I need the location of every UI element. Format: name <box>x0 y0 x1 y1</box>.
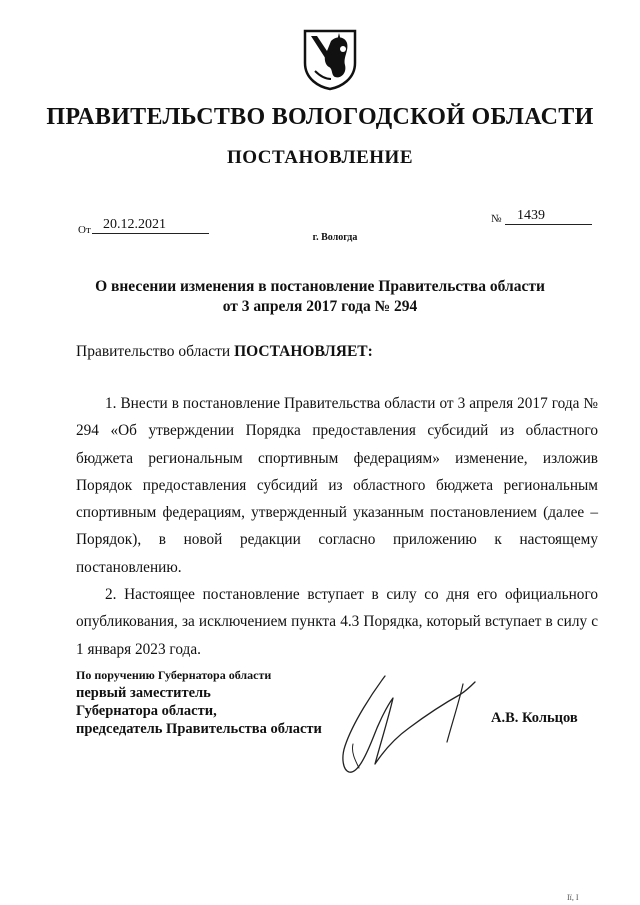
document-type: ПОСТАНОВЛЕНИЕ <box>226 147 414 168</box>
intro-text: Правительство области <box>76 343 231 360</box>
number-prefix: № <box>491 213 502 225</box>
organization-title: ПРАВИТЕЛЬСТВО ВОЛОГОДСКОЙ ОБЛАСТИ <box>46 104 594 130</box>
signer-line-2: первый заместитель <box>76 685 211 701</box>
paragraph-2: 2. Настоящее постановление вступает в силу со дня его официального опубликования, за исключением пункта 4.3 Порядка, который вступает в силу с 1 января 2023 года. <box>76 586 598 658</box>
document-number: 1439 <box>517 208 545 223</box>
coat-of-arms-icon <box>301 27 359 91</box>
subject-line-1: О внесении изменения в постановление Правительства области <box>95 278 545 295</box>
intro-emphasis: ПОСТАНОВЛЯЕТ: <box>234 343 373 360</box>
intro-statement <box>76 343 373 361</box>
number-underline <box>505 224 592 225</box>
city: г. Вологда <box>312 232 358 243</box>
document-body <box>76 390 598 663</box>
signer-title <box>76 666 322 738</box>
document-subject <box>70 277 570 317</box>
signer-line-4: председатель Правительства области <box>76 721 322 737</box>
document-date: 20.12.2021 <box>103 217 166 232</box>
date-prefix: От <box>78 224 91 236</box>
footer-mark: Iï, I <box>567 893 579 902</box>
signer-name: А.В. Кольцов <box>491 710 578 726</box>
signer-line-1: По поручению Губернатора области <box>76 668 272 682</box>
paragraph-1: 1. Внести в постановление Правительства области от 3 апреля 2017 года № 294 «Об утверждении Порядка предоставления субсидий из областного бюджета региональным спортивным федерациям» изменение, изложив Порядок предоставления субсидий из областного бюджета региональным спортивным федерациям, утвержденный указанным постановлением (далее – Порядок), в новой редакции согласно приложению к настоящему постановлению. <box>76 395 598 576</box>
subject-line-2: от 3 апреля 2017 года № 294 <box>222 298 418 315</box>
handwritten-signature <box>335 672 485 776</box>
signer-line-3: Губернатора области, <box>76 703 217 719</box>
